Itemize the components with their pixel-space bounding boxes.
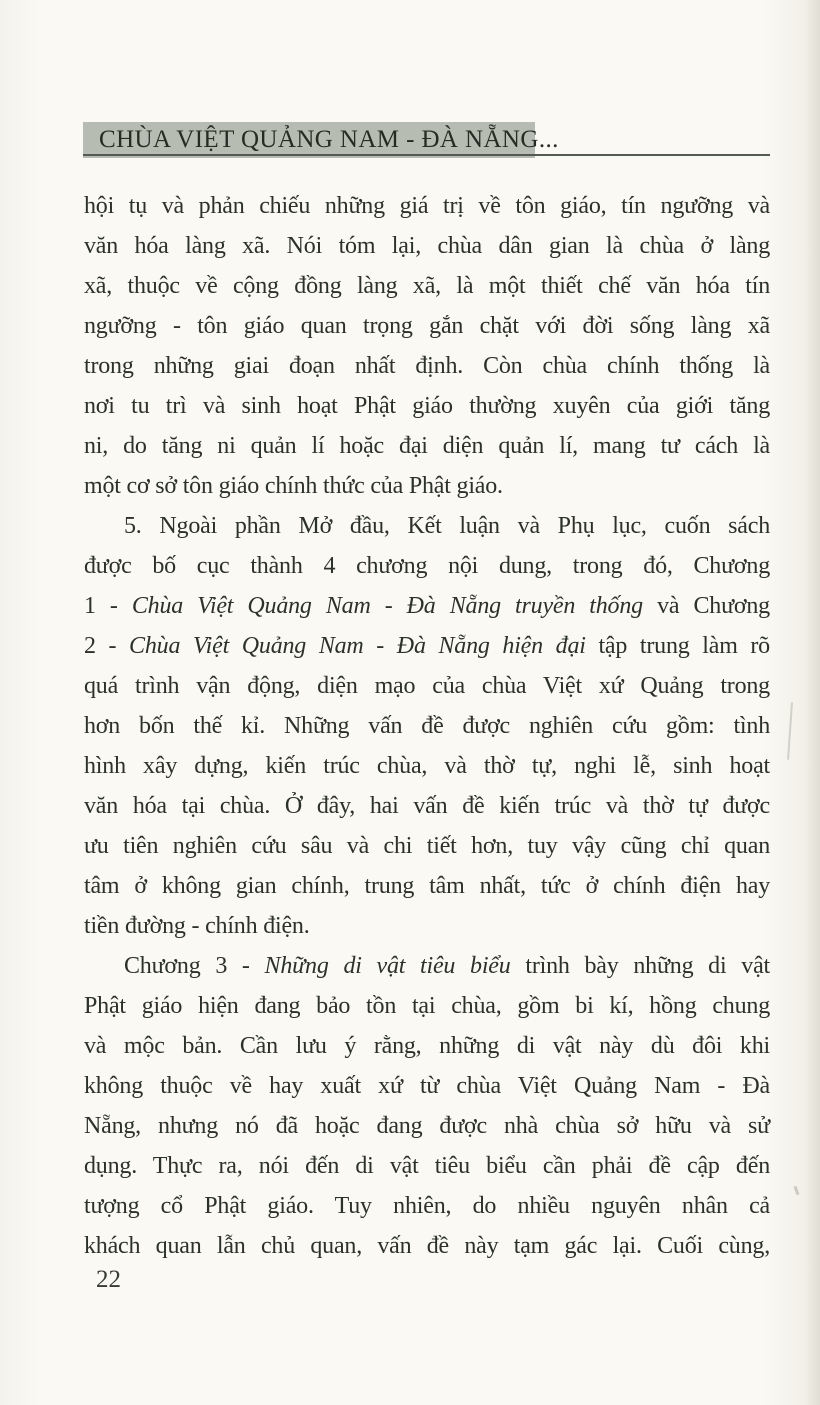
text-line: văn hóa tại chùa. Ở đây, hai vấn đề kiến trúc và thờ tự được: [84, 793, 770, 819]
text-line: tượng cổ Phật giáo. Tuy nhiên, do nhiều nguyên nhân cả: [84, 1193, 770, 1219]
body-text: [84, 186, 770, 1266]
text-line: xã, thuộc về cộng đồng làng xã, là một thiết chế văn hóa tín: [84, 273, 770, 299]
scan-artifact: [787, 702, 793, 760]
text-line: 1 - Chùa Việt Quảng Nam - Đà Nẵng truyền thống và Chương: [84, 593, 770, 619]
text-line: khách quan lẫn chủ quan, vấn đề này tạm gác lại. Cuối cùng,: [84, 1233, 770, 1259]
running-header-title: CHÙA VIỆT QUẢNG NAM - ĐÀ NẴNG...: [99, 126, 559, 153]
header-rule: [83, 154, 770, 156]
text-line: một cơ sở tôn giáo chính thức của Phật giáo.: [84, 473, 503, 499]
page-number: 22: [96, 1266, 121, 1293]
text-line: không thuộc về hay xuất xứ từ chùa Việt Quảng Nam - Đà: [84, 1073, 770, 1099]
text-line: ni, do tăng ni quản lí hoặc đại diện quản lí, mang tư cách là: [84, 433, 770, 459]
text-line: hình xây dựng, kiến trúc chùa, và thờ tự, nghi lễ, sinh hoạt: [84, 753, 770, 779]
text-line: quá trình vận động, diện mạo của chùa Việt xứ Quảng trong: [84, 673, 770, 699]
text-line: văn hóa làng xã. Nói tóm lại, chùa dân gian là chùa ở làng: [84, 233, 770, 259]
paragraph: [84, 186, 770, 506]
text-line: Chương 3 - Những di vật tiêu biểu trình bày những di vật: [124, 953, 770, 979]
text-line: 5. Ngoài phần Mở đầu, Kết luận và Phụ lục, cuốn sách: [124, 513, 770, 539]
text-line: dụng. Thực ra, nói đến di vật tiêu biểu cần phải đề cập đến: [84, 1153, 770, 1179]
text-line: Nẵng, nhưng nó đã hoặc đang được nhà chùa sở hữu và sử: [84, 1113, 770, 1139]
text-line: được bố cục thành 4 chương nội dung, trong đó, Chương: [84, 553, 770, 579]
running-header-highlight: [83, 122, 559, 158]
text-line: hội tụ và phản chiếu những giá trị về tôn giáo, tín ngưỡng và: [84, 193, 770, 219]
text-line: Phật giáo hiện đang bảo tồn tại chùa, gồm bi kí, hồng chung: [84, 993, 770, 1019]
text-line: trong những giai đoạn nhất định. Còn chùa chính thống là: [84, 353, 770, 379]
text-line: tâm ở không gian chính, trung tâm nhất, tức ở chính điện hay: [84, 873, 770, 899]
text-line: 2 - Chùa Việt Quảng Nam - Đà Nẵng hiện đại tập trung làm rõ: [84, 633, 770, 659]
text-line: tiền đường - chính điện.: [84, 913, 310, 939]
text-line: nơi tu trì và sinh hoạt Phật giáo thường xuyên của giới tăng: [84, 393, 770, 419]
text-line: ngưỡng - tôn giáo quan trọng gắn chặt với đời sống làng xã: [84, 313, 770, 339]
scan-artifact: [794, 1186, 800, 1195]
paragraph: [84, 946, 770, 1266]
text-line: và mộc bản. Cần lưu ý rằng, những di vật này dù đôi khi: [84, 1033, 770, 1059]
text-line: ưu tiên nghiên cứu sâu và chi tiết hơn, tuy vậy cũng chỉ quan: [84, 833, 770, 859]
paragraph: [84, 506, 770, 946]
text-line: hơn bốn thế kỉ. Những vấn đề được nghiên cứu gồm: tình: [84, 713, 770, 739]
